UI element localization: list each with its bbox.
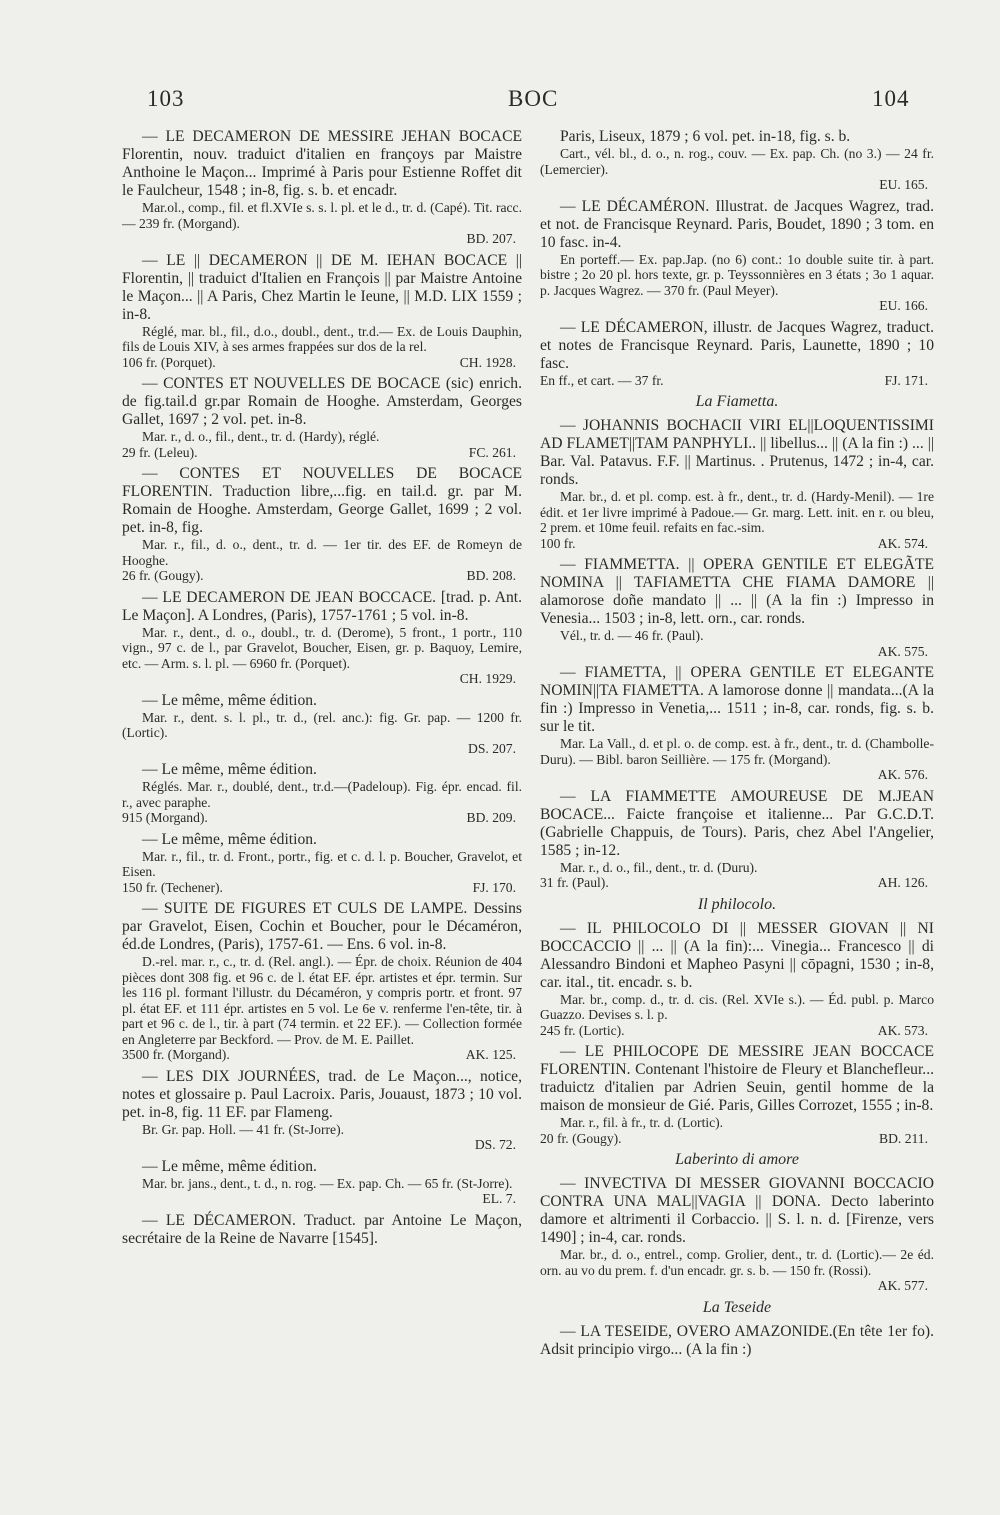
entry-detail: Réglés. Mar. r., doublé, dent., tr.d.—(Padeloup). Fig. épr. encad. fil. r., avec paraphe. [122, 779, 522, 810]
catalog-entry [540, 1323, 934, 1359]
entry-price: 20 fr. (Gougy). [540, 1130, 622, 1146]
entry-reference: FJ. 170. [472, 879, 516, 895]
entry-price: 29 fr. (Leleu). [122, 444, 198, 460]
catalog-entry [540, 556, 934, 659]
catalog-entry [122, 128, 522, 247]
entry-price-line [540, 875, 934, 891]
running-header: BOC [508, 86, 559, 111]
entry-detail: Mar. br. jans., dent., t. d., n. rog. — Ex. pap. Ch. — 65 fr. (St-Jorre). [142, 1175, 513, 1191]
entry-price: 915 (Morgand). [122, 810, 208, 825]
entry-detail: Mar. br., comp. d., tr. d. cis. (Rel. XVIe s.). — Éd. publ. p. Marco Guazzo. Devises s. l. p. [540, 991, 934, 1022]
entry-reference: BD. 209. [466, 810, 516, 825]
entry-price-line [122, 741, 522, 757]
entry-price-line [540, 1278, 934, 1294]
entry-price-line [540, 1023, 934, 1039]
entry-price-line [122, 231, 522, 247]
section-heading: La Teseide [702, 1298, 772, 1316]
entry-detail: Mar. r., dent. s. l. pl., tr. d., (rel. anc.): fig. Gr. pap. — 1200 fr. (Lortic). [122, 709, 522, 740]
entry-title: — LA FIAMMETTE AMOUREUSE DE M.JEAN BOCACE... Faicte françoise et italienne... Par G.C.D.T. (Gabrielle Chappuis, de Tours). Paris, chez Abel l'Angelier, 1585 ; in-12. [540, 787, 934, 859]
catalog-entry [122, 1212, 522, 1248]
entry-title: — LE || DECAMERON || DE M. IEHAN BOCACE || Florentin, || traduict d'Italien en François || par Maistre Antoine le Maçon... || A Paris, Chez Martin le Ieune, || M.D. LIX 1559 ; in-8. [122, 251, 522, 323]
entry-title: — JOHANNIS BOCHACII VIRI EL||LOQUENTISSIMI AD FLAMET||TAM PANPHYLI.. || libellus... || (A la fin :) ... || Bar. Val. Patavus. F.F. || Martinus. . Prutenus, 1472 ; in-4, car. ronds. [540, 417, 934, 488]
entry-title: — Le même, même édition. [142, 1157, 317, 1175]
entry-price-line [122, 1137, 522, 1153]
right-column [540, 128, 934, 1364]
entry-reference: BD. 208. [466, 568, 516, 583]
entry-price-line [540, 536, 934, 552]
entry-reference: CH. 1928. [459, 354, 516, 370]
entry-price-line [540, 298, 934, 314]
catalog-entry [540, 788, 934, 891]
section-heading: Il philocolo. [697, 895, 777, 913]
catalog-entry [540, 1043, 934, 1146]
entry-title: — LE DÉCAMERON, illustr. de Jacques Wagrez, traduct. et notes de Francisque Reynard. Paris, Launette, 1890 ; 10 fasc. [540, 318, 934, 372]
entry-price: 26 fr. (Gougy). [122, 568, 204, 583]
entry-title: — LE DÉCAMÉRON. Illustrat. de Jacques Wagrez, trad. et not. de Francisque Reynard. Paris, Boudet, 1890 ; 3 tom. en 10 fasc. in-4. [540, 197, 934, 251]
entry-price-line [122, 1047, 522, 1063]
entry-reference: EU. 166. [879, 298, 928, 313]
entry-detail: Mar.ol., comp., fil. et fl.XVIe s. s. l. pl. et le d., tr. d. (Capé). Tit. racc. — 239 fr. (Morgand). [122, 200, 522, 231]
entry-detail: Vél., tr. d. — 46 fr. (Paul). [560, 628, 704, 643]
entry-detail: Mar. r., d. o., fil., dent., tr. d. (Duru). [560, 859, 758, 875]
entry-price-line [540, 177, 934, 193]
entry-title: — LE DECAMERON DE JEAN BOCCACE. [trad. p. Ant. Le Maçon]. A Londres, (Paris), 1757-1761 ; 5 vol. in-8. [122, 588, 522, 624]
entry-reference: AK. 575. [877, 643, 928, 659]
catalog-entry [122, 1068, 522, 1153]
entry-reference: AK. 577. [877, 1278, 928, 1293]
entry-detail: Mar. r., d. o., fil., dent., tr. d. (Hardy), réglé. [142, 429, 380, 444]
entry-detail: Cart., vél. bl., d. o., n. rog., couv. — Ex. pap. Ch. (no 3.) — 24 fr. (Lemercier). [540, 146, 934, 177]
entry-price: 106 fr. (Porquet). [122, 354, 216, 370]
catalog-entry [540, 128, 934, 193]
entry-title: — LA TESEIDE, OVERO AMAZONIDE.(En tête 1er fo). Adsit principio virgo... (A la fin :) [540, 1322, 934, 1358]
catalog-entry [540, 319, 934, 389]
catalog-entry [540, 920, 934, 1039]
section-heading: La Fiametta. [695, 393, 779, 410]
entry-title: — LE DECAMERON DE MESSIRE JEHAN BOCACE Florentin, nouv. traduict d'italien en françoys par Maistre Anthoine le Maçon... Imprimé à Paris pour Estienne Roffet dit le Faulcheur, 1548 ; in-8, fig. s. b. et encadr. [122, 128, 522, 199]
entry-detail: Br. Gr. pap. Holl. — 41 fr. (St-Jorre). [142, 1121, 344, 1137]
entry-price-line [540, 373, 934, 389]
entry-title: — FIAMMETTA. || OPERA GENTILE ET ELEGÃTE NOMINA || TAFIAMETTA CHE FIAMA DAMORE || alamorose doñe mandato || ... || (A la fin :) Impresso in Venesia... 1503 ; in-8, lett. orn., car. ronds. [540, 556, 934, 627]
entry-detail: Mar. r., fil. à fr., tr. d. (Lortic). [560, 1115, 724, 1130]
entry-reference: DS. 72. [474, 1137, 516, 1152]
entry-price-line [122, 1191, 522, 1207]
entry-price-line [122, 671, 522, 687]
catalog-entry [540, 664, 934, 783]
entry-price: 31 fr. (Paul). [540, 875, 609, 890]
entry-detail: Mar. r., fil., tr. d. Front., portr., fig. et c. d. l. p. Boucher, Gravelot, et Eisen. [122, 848, 522, 879]
entry-reference: EU. 165. [879, 177, 928, 192]
catalog-entry [122, 252, 522, 371]
section-heading: Laberinto di amore [675, 1151, 799, 1168]
catalog-entry [540, 417, 934, 551]
entry-title: — Le même, même édition. [142, 691, 317, 709]
entry-reference: BD. 207. [466, 231, 516, 246]
entry-title: — CONTES ET NOUVELLES DE BOCACE FLORENTIN. Traduction libre,...fig. en tail.d. gr. par M. Romain de Hooghe. Amsterdam, George Gallet, 1699 ; 2 vol. pet. in-8, fig. [122, 465, 522, 536]
catalog-entry [122, 900, 522, 1063]
entry-reference: FJ. 171. [884, 372, 928, 388]
page-number-right: 104 [872, 86, 910, 111]
entry-reference: BD. 211. [879, 1130, 928, 1146]
entry-reference: DS. 207. [468, 740, 516, 756]
catalog-entry [122, 831, 522, 896]
entry-title: — CONTES ET NOUVELLES DE BOCACE (sic) enrich. de fig.tail.d gr.par Romain de Hooghe. Amsterdam, Georges Gallet, 1697 ; 2 vol. pet. in-8. [122, 375, 522, 428]
catalog-entry [540, 1175, 934, 1294]
entry-price-line [122, 445, 522, 461]
entry-detail: Mar. r., dent., d. o., doubl., tr. d. (Derome), 5 front., 1 portr., 110 vign., 97 c. de l., par Gravelot, Boucher, Eisen, gr. p. Baquoy, Lemire, etc. — Arm. s. l. pl. — 6960 fr. (Porquet). [122, 624, 522, 671]
entry-price-line [122, 355, 522, 371]
entry-title: — LES DIX JOURNÉES, trad. de Le Maçon..., notice, notes et glossaire p. Paul Lacroix. Paris, Jouaust, 1873 ; 10 vol. pet. in-8, fig. 11 EF. par Flameng. [122, 1067, 522, 1121]
entry-detail: Mar. br., d. et pl. comp. est. à fr., dent., tr. d. (Hardy-Menil). — 1re édit. et 1er livre imprimé à Padoue.— Gr. marg. Lett. init. en r. ou bleu, 2 prem. et 10me feuil. refaits en fac.-sim. [540, 489, 934, 535]
catalog-entry [540, 198, 934, 314]
entry-detail: En porteff.— Ex. pap.Jap. (no 6) cont.: 1o double suite tir. à part. bistre ; 2o 20 pl. hors texte, gr. p. Teyssonnières en 3 états ; 3o 1 aquar. p. Jacques Wagrez. — 370 fr. (Paul Meyer). [540, 251, 934, 298]
entry-price: En ff., et cart. — 37 fr. [540, 372, 664, 388]
entry-price-line [540, 1131, 934, 1147]
entry-title: — INVECTIVA DI MESSER GIOVANNI BOCCACIO CONTRA UNA MAL||VAGIA || DONA. Decto laberinto damore et altrimenti il Corbaccio. || S. l. n. d. [Firenze, vers 1490] ; in-4, car. ronds. [540, 1175, 934, 1246]
entry-price-line [122, 810, 522, 826]
entry-price-line [122, 880, 522, 896]
entry-reference: AK. 573. [877, 1022, 928, 1038]
catalog-entry [122, 761, 522, 826]
entry-price: 100 fr. [540, 535, 576, 551]
entry-reference: FC. 261. [468, 444, 516, 460]
entry-reference: AK. 125. [465, 1047, 516, 1062]
entry-price: 245 fr. (Lortic). [540, 1022, 625, 1038]
entry-reference: EL. 7. [482, 1191, 516, 1206]
entry-reference: AK. 576. [877, 767, 928, 782]
entry-reference: AK. 574. [877, 535, 928, 551]
entry-detail: Mar. r., fil., d. o., dent., tr. d. — 1er tir. des EF. de Romeyn de Hooghe. [122, 537, 522, 568]
entry-title: — LE DÉCAMERON. Traduct. par Antoine Le Maçon, secrétaire de la Reine de Navarre [1545]. [122, 1211, 522, 1247]
entry-price: 3500 fr. (Morgand). [122, 1047, 230, 1062]
entry-detail: D.-rel. mar. r., c., tr. d. (Rel. angl.). — Épr. de choix. Réunion de 404 pièces dont 308 fig. et 96 c. de l. état EF. épr. artistes et épr. termin. Sur les 116 pl. formant l'illustr. du Décaméron, y compris portr. et front. 97 pl. état EF. et 111 épr. artistes en 5 vol. Le 6e v. renferme l'en-tête, tir. à part et 96 c. de l., tir. à part (74 termin. et 22 EF.). — Collection formée en Angleterre par Beckford. — Prov. de M. E. Paillet. [122, 954, 522, 1047]
entry-title: — LE PHILOCOPE DE MESSIRE JEAN BOCCACE FLORENTIN. Contenant l'histoire de Fleury et Blanchefleur... traduictz d'italien par Adrien Seuin, gentil homme de la maison de monsieur de Gié. Paris, Gilles Corrozet, 1555 ; in-8. [540, 1043, 934, 1114]
catalog-entry [122, 1158, 522, 1207]
catalog-entry [122, 375, 522, 460]
page-number-left: 103 [147, 86, 185, 111]
entry-title: Paris, Liseux, 1879 ; 6 vol. pet. in-18, fig. s. b. [560, 128, 851, 145]
entry-price-line [540, 644, 934, 660]
entry-title: — Le même, même édition. [142, 761, 317, 778]
entry-reference: CH. 1929. [459, 671, 516, 686]
entry-price-line [122, 568, 522, 584]
entry-title: — Le même, même édition. [142, 830, 317, 848]
entry-price: 150 fr. (Techener). [122, 879, 223, 895]
entry-detail: Mar. La Vall., d. et pl. o. de comp. est. à fr., dent., tr. d. (Chambolle-Duru). — Bibl. baron Seillière. — 175 fr. (Morgand). [540, 736, 934, 767]
entry-title: — IL PHILOCOLO DI || MESSER GIOVAN || NI BOCCACCIO || ... || (A la fin):... Vinegia... Francesco || di Alessandro Bindoni et Mapheo Pasyni || cōpagni, 1530 ; in-8, car. ital., tit. encadr. s. b. [540, 919, 934, 991]
entry-title: — SUITE DE FIGURES ET CULS DE LAMPE. Dessins par Gravelot, Eisen, Cochin et Boucher, pour le Décaméron, éd.de Londres, (Paris), 1757-61. — Ens. 6 vol. in-8. [122, 900, 522, 953]
catalog-entry [122, 589, 522, 687]
left-column [122, 128, 522, 1253]
catalog-entry [122, 692, 522, 757]
entry-detail: Réglé, mar. bl., fil., d.o., doubl., dent., tr.d.— Ex. de Louis Dauphin, fils de Louis XIV, à ses armes frappées sur dos de la rel. [122, 323, 522, 354]
entry-detail: Mar. br., d. o., entrel., comp. Grolier, dent., tr. d. (Lortic).— 2e éd. orn. au vo du prem. f. d'un encadr. gr. s. b. — 150 fr. (Rossi). [540, 1247, 934, 1278]
entry-title: — FIAMETTA, || OPERA GENTILE ET ELEGANTE NOMIN||TA FIAMETTA. A lamorose donne || mandata...(A la fin :) Impresso in Venetia,... 1511 ; in-8, car. ronds, fig. s. b. sur le tit. [540, 664, 934, 735]
entry-price-line [540, 767, 934, 783]
catalog-entry [122, 465, 522, 584]
entry-reference: AH. 126. [877, 875, 928, 890]
